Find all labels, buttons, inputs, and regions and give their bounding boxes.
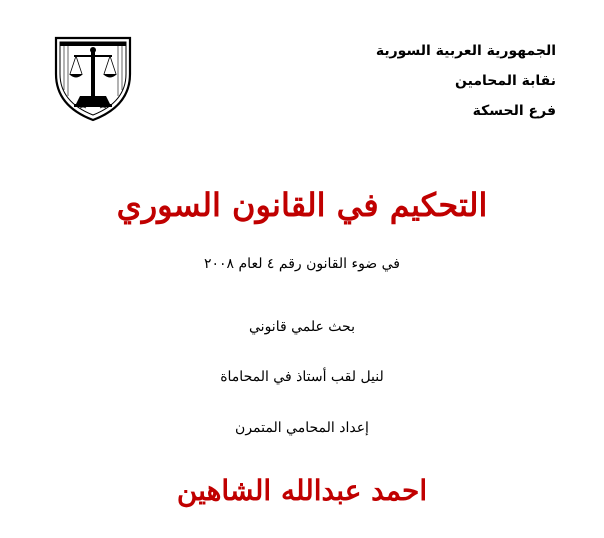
author-name: احمد عبدالله الشاهين	[176, 474, 428, 507]
branch-name: فرع الحسكة	[472, 103, 556, 119]
document-type: بحث علمي قانوني	[249, 319, 355, 335]
scales-of-justice-shield-icon	[50, 34, 136, 124]
document-subtitle: في ضوء القانون رقم ٤ لعام ٢٠٠٨	[203, 256, 401, 272]
country-name: الجمهورية العربية السورية	[375, 43, 556, 59]
prepared-by-label: إعداد المحامي المتمرن	[235, 420, 369, 436]
letterhead	[376, 36, 556, 126]
document-purpose: لنيل لقب أستاذ في المحاماة	[220, 369, 384, 385]
syndicate-name: نقابة المحامين	[455, 73, 556, 89]
document-title: التحكيم في القانون السوري	[116, 186, 488, 224]
